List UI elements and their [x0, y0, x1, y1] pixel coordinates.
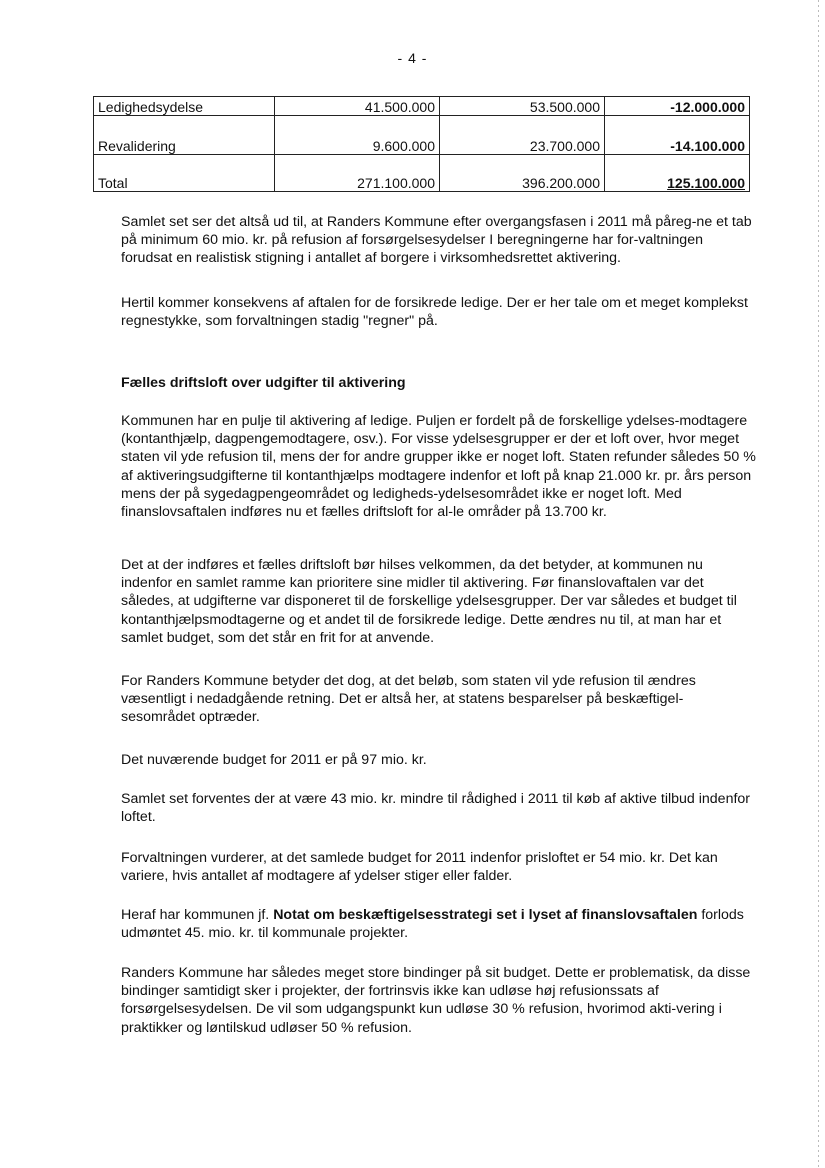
table-row — [94, 116, 750, 155]
cell-difference: -14.100.000 — [605, 116, 750, 155]
cell-value: 23.700.000 — [440, 116, 605, 155]
page-number: - 4 - — [397, 50, 428, 66]
row-label: Revalidering — [94, 116, 275, 155]
cell-difference-total — [605, 155, 750, 192]
paragraph-9-tail: forlods udmøntet 45. mio. kr. til kommunale projekter. — [121, 907, 744, 942]
paragraph-3: Kommunen har en pulje til aktivering af ledige. Puljen er fordelt på de forskellige ydelses-modtagere (kontanthjælp, dagpengemodtagere, osv.). For visse ydelsesgrupper er der et loft over, hvor meget staten vil yde refusion til, mens der for andre grupper ikke er noget loft. Staten refunder således 50 % af aktiveringsudgifterne til kontanthjælps modtagere indenfor et loft på knap 21.000 kr. pr. års person mens der på sygedagpengeområdet og ledigheds-ydelsesområdet ikke er noget loft. Med finanslovsaftalen indføres nu et fælles driftsloft for al-le områder på 13.700 kr. — [121, 413, 756, 521]
cell-value: 41.500.000 — [275, 97, 440, 116]
paragraph-6: Det nuværende budget for 2011 er på 97 mio. kr. — [121, 752, 427, 768]
paragraph-2: Hertil kommer konsekvens af aftalen for de forsikrede ledige. Der er her tale om et meget komplekst regnestykke, som forvaltningen stadig "regner" på. — [121, 295, 748, 330]
cell-value: 9.600.000 — [275, 116, 440, 155]
scan-edge — [818, 0, 819, 1168]
table-row — [94, 97, 750, 116]
section-heading: Fælles driftsloft over udgifter til aktivering — [121, 375, 406, 391]
cell-value: 271.100.000 — [275, 155, 440, 192]
cell-value: 53.500.000 — [440, 97, 605, 116]
notat-reference: Notat om beskæftigelsesstrategi set i lyset af finanslovsaftalen — [273, 907, 698, 923]
paragraph-8: Forvaltningen vurderer, at det samlede budget for 2011 indenfor prisloftet er 54 mio. kr. Det kan variere, hvis antallet af modtagere af ydelser stiger eller falder. — [121, 850, 718, 885]
cell-value: 396.200.000 — [440, 155, 605, 192]
paragraph-5: For Randers Kommune betyder det dog, at det beløb, som staten vil yde refusion til ændres væsentligt i nedadgående retning. Det er altså her, at statens besparelser på beskæftigel-sesområdet optræder. — [121, 673, 696, 726]
row-label: Total — [94, 155, 275, 192]
paragraph-4: Det at der indføres et fælles driftsloft bør hilses velkommen, da det betyder, at kommunen nu indenfor en samlet ramme kan prioritere sine midler til aktivering. Før finanslovaftalen var det således, at udgifterne var disponeret til de forskellige ydelsesgrupper. Der var således et budget til kontanthjælpsmodtagerne og et andet til de forsikrede ledige. Dette ændres nu til, at man har et samlet budget, som det står en frit for at anvende. — [121, 557, 737, 646]
paragraph-1: Samlet set ser det altså ud til, at Randers Kommune efter overgangsfasen i 2011 må påreg-ne et tab på minimum 60 mio. kr. på refusion af forsørgelsesydelser I beregningerne har for-valtningen forudsat en realistisk stigning i antallet af borgere i virksomhedsrettet aktivering. — [121, 214, 752, 267]
row-label: Ledighedsydelse — [94, 97, 275, 116]
paragraph-9 — [121, 906, 757, 942]
total-difference-value: 125.100.000 — [667, 175, 745, 191]
paragraph-7: Samlet set forventes der at være 43 mio. kr. mindre til rådighed i 2011 til køb af aktive tilbud indenfor loftet. — [121, 791, 751, 826]
cell-difference: -12.000.000 — [605, 97, 750, 116]
paragraph-10: Randers Kommune har således meget store bindinger på sit budget. Dette er problematisk, da disse bindinger samtidigt sker i projekter, der fortrinsvis ikke kan udløse høj refusionssats af forsørgelsesydelsen. De vil som udgangspunkt kun udløse 30 % refusion, hvorimod akti-vering i praktikker og løntilskud udløser 50 % refusion. — [121, 965, 751, 1036]
paragraph-9-lead: Heraf har kommunen jf. — [121, 907, 274, 923]
budget-table — [93, 96, 750, 192]
table-row — [94, 155, 750, 192]
